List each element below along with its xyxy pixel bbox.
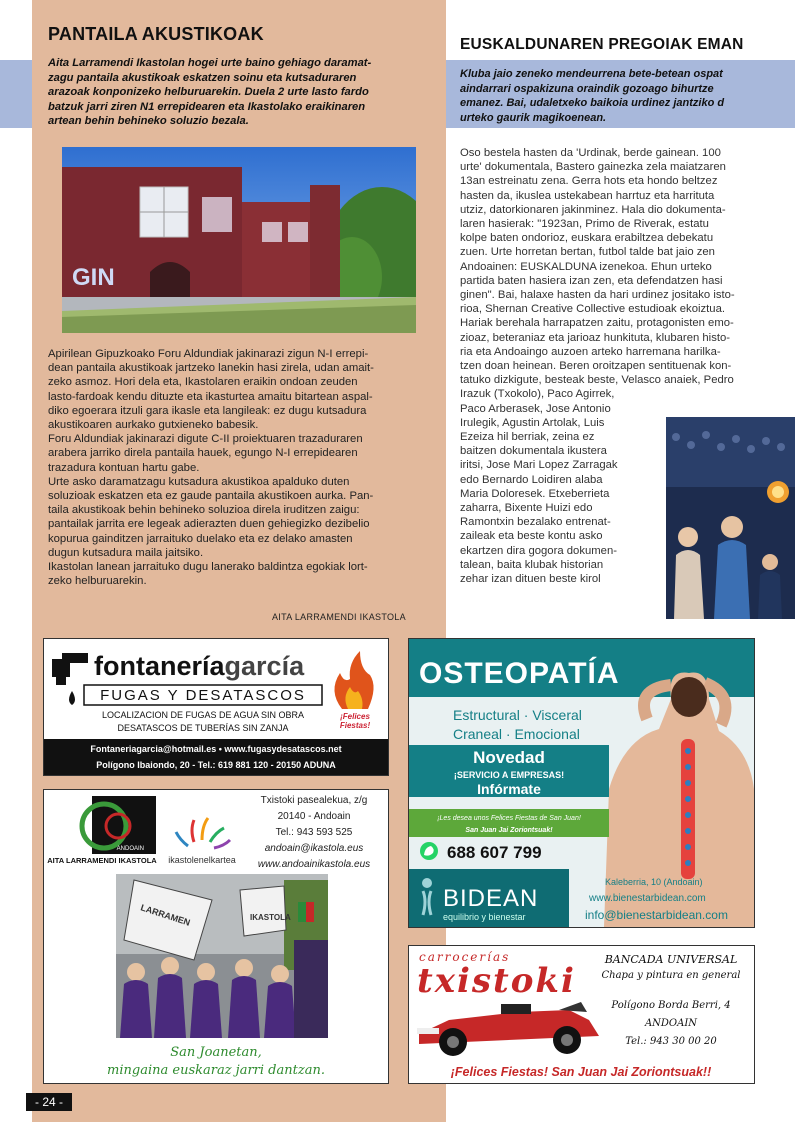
body-line: Irulegik, Agustin Artolak, Luis <box>460 416 605 429</box>
aita-website[interactable]: www.andoainikastola.eus <box>257 859 371 870</box>
body-line: zeko asmoz. Hori dela eta, Ikastolaren eraikin ondoan zeuden <box>48 376 358 389</box>
ikastolen-elkartea-icon <box>176 818 230 848</box>
txistoki-tel[interactable]: Tel.: 943 30 00 20 <box>625 1036 717 1047</box>
flag-text: LARRAMEN <box>139 902 192 928</box>
body-line: trazadura kontuan hartu gabe. <box>48 461 200 474</box>
body-line: Hariak berehala harrapatzen zaitu, protagonisten emo- <box>460 317 734 330</box>
whatsapp-icon <box>420 842 438 860</box>
txistoki-service: Chapa y pintura en general <box>601 970 741 981</box>
bidean-subtitle: equilibrio y bienestar <box>443 912 526 922</box>
building-wall-text: GIN <box>72 264 115 291</box>
body-line: urte' dokumentala, Bastero gainezka zela maiatzaren <box>460 161 726 174</box>
body-line: zeko helburuarekin. <box>48 575 147 588</box>
osteo-wish: San Juan Jai Zoriontsuak! <box>465 827 553 834</box>
body-line: Paco Arberasek, Jose Antonio <box>460 402 611 415</box>
osteo-title: OSTEOPATÍA <box>419 657 620 690</box>
osteo-types: Estructural · Visceral <box>453 707 582 723</box>
body-line: Foru Aldundiak jakinarazi digute C-II proiektuaren trazaduraren <box>48 433 363 446</box>
lead-line: urteko gaurik magikoenean. <box>460 111 607 124</box>
lead-line: zagu pantaila akustikoak eskatzen soinu eta kutsaduraren <box>48 71 357 84</box>
ad-osteopatia-bidean[interactable] <box>408 638 755 928</box>
lead-line: artean behin behineko soluzio bezala. <box>48 115 249 128</box>
aita-slogan-line: mingaina euskaraz jarri dantzan. <box>107 1063 325 1078</box>
ikastola-logo-icon <box>82 796 156 854</box>
body-line: pantailak jarrita ere legeak adierazten duen gehiegizko dezibelio <box>48 518 370 531</box>
festive-label: ¡Felices <box>340 712 370 721</box>
txistoki-footer: ¡Felices Fiestas! San Juan Jai Zoriontsuak!! <box>450 1065 712 1079</box>
bidean-brand: BIDEAN <box>443 885 539 912</box>
body-line: talean, baita klubak historian <box>460 558 604 571</box>
osteo-novelty: Novedad <box>473 748 545 767</box>
aita-address-line: 20140 - Andoain <box>277 811 351 822</box>
body-line: zehar izan dituen beste kirol <box>460 573 601 586</box>
lead-line: batzuk jarri ziren N1 errepidearen eta Ikastolako eraikinaren <box>48 100 366 113</box>
right-article-lead <box>460 67 795 125</box>
water-drop-icon <box>69 691 75 705</box>
body-line: taila akustikoak behin behineko soluzioa direla iruditzen zaigu: <box>48 504 360 517</box>
body-line: 13an estreinatu zena. Gerra hots eta hondo beltzez <box>460 175 718 188</box>
left-edge-band <box>0 60 32 128</box>
lead-line: arazoak konponizeko helburuarekin. Duela 2 urte lasto fardo <box>48 86 369 99</box>
body-line: utziz, datorkionaren jakinminez. Hala dio dokumenta- <box>460 203 726 216</box>
left-article-lead <box>48 56 434 129</box>
osteo-types: Craneal · Emocional <box>453 726 580 742</box>
left-article-title: PANTAILA AKUSTIKOAK <box>48 24 264 44</box>
lead-line: Aita Larramendi Ikastolan hogei urte baino gehiago daramat- <box>48 57 372 69</box>
ad-carrocerias-txistoki[interactable] <box>408 945 755 1084</box>
body-line: zioaz, beteraniaz eta jarioaz hunkituta, klubaren histo- <box>460 331 731 344</box>
txistoki-top: carrocerías <box>419 950 511 964</box>
stage-event-photo <box>666 417 795 619</box>
body-line: laren hasierak: "1923an, Primo de Riverak, estatu <box>460 218 709 231</box>
fontaneria-address: Polígono Ibaiondo, 20 - Tel.: 619 881 120 - 20150 ADUNA <box>96 760 336 770</box>
body-line: diko egoerara itzuli gara ikasle eta langileak: ez dugu kutsadura <box>48 404 367 417</box>
body-line: zuen. Urte horretan bertan, futbol talde bat jaio zen <box>460 246 715 259</box>
children-parade-photo <box>116 874 328 1038</box>
fontaneria-contact: Fontaneriagarcia@hotmail.es • www.fugasydesatascos.net <box>90 744 342 754</box>
body-line: Ramontxin bezalako entrenat- <box>460 516 611 529</box>
body-line: kolpe baten ondorioz, euskara erabiltzea debekatu <box>460 232 714 245</box>
page-number: - 24 - <box>26 1093 72 1111</box>
body-line: tzen doan heinean. Beren oroitzapen sentituenak kon- <box>460 360 732 373</box>
osteo-phone[interactable]: 688 607 799 <box>447 843 542 862</box>
body-line: arabera jarriko direla pantaila hauek, egungo N-I errepidearen <box>48 447 358 460</box>
aita-slogan-line: San Joanetan, <box>170 1045 262 1060</box>
txistoki-address: Polígono Borda Berri, 4 <box>611 1000 731 1011</box>
fontaneria-brand: fontaneríagarcía <box>94 651 305 681</box>
fontaneria-subtitle: FUGAS Y DESATASCOS <box>100 687 306 704</box>
osteo-email[interactable]: info@bienestarbidean.com <box>585 908 728 922</box>
festive-label: Fiestas! <box>339 721 371 730</box>
osteo-wish: ¡Les desea unos Felices Fiestas de San Juan! <box>437 815 581 822</box>
body-line: Ikastolan lanean jarraituko dugu lanerako baldintza egokiak lort- <box>48 561 368 574</box>
body-line: zaharra, Bixente Huizi edo <box>460 502 593 515</box>
body-line: ekartzen dira gogora dokumen- <box>460 544 617 557</box>
lead-line: emanez. Bai, udaletxeko baikoia urdinez jantziko d <box>460 97 725 109</box>
body-line: akustikoaren aurkako gutxieneko babesik. <box>48 419 259 432</box>
body-line: iritsi, Jose Mari Lopez Zarragak <box>460 459 618 472</box>
body-line: ria eta Andoaingo auzoen arteko harremana harilka- <box>460 345 721 358</box>
txistoki-brand: txistoki <box>417 961 576 1001</box>
body-line: Apirilean Gipuzkoako Foru Aldundiak jakinarazi zigun N-I errepi- <box>48 348 369 360</box>
body-line: tatuko dizkigute, besteak beste, Velasco anaiek, Pedro <box>460 374 734 387</box>
body-line: Maria Doloresek. Etxeberrieta <box>460 487 610 500</box>
flag-text: IKASTOLA <box>250 913 291 922</box>
osteo-website[interactable]: www.bienestarbidean.com <box>589 893 706 904</box>
fontaneria-line1: LOCALIZACION DE FUGAS DE AGUA SIN OBRA <box>101 710 305 720</box>
aita-email[interactable]: andoain@ikastola.eus <box>264 843 364 854</box>
body-line: hasten da, ikuslea ustekabean harrtuz eta harrituta <box>460 189 715 202</box>
lead-line: Kluba jaio zeneko mendeurrena bete-betean ospat <box>460 68 723 80</box>
body-line: Oso bestela hasten da 'Urdinak, berde gainean. 100 <box>460 147 721 159</box>
left-article-signature: AITA LARRAMENDI IKASTOLA <box>272 612 406 622</box>
body-line: Irazuk (Txokolo), Paco Agirrek, <box>460 388 615 401</box>
body-line: dean pantaila akustikoak jartzeko lanekin hasi zirela, udan amait- <box>48 362 374 375</box>
body-line: zaileak eta beste kontu asko <box>460 530 603 543</box>
txistoki-town: ANDOAIN <box>644 1018 698 1029</box>
body-line: partida baten hasiera izan zen, eta defendatzen hasi <box>460 274 723 287</box>
ikastola-logo-caption: AITA LARRAMENDI IKASTOLA <box>47 856 157 865</box>
body-line: Urte asko daramatzagu kutsadura akustikoa apalduko duten <box>48 475 350 488</box>
svg-text:ANDOAIN: ANDOAIN <box>116 846 144 852</box>
body-line: Ezeiza hil berriak, zeina ez <box>460 431 595 444</box>
body-line: baitzen dokumentala ikustera <box>460 445 607 458</box>
fontaneria-line2: DESATASCOS DE TUBERÍAS SIN ZANJA <box>117 723 289 733</box>
ad-aita-larramendi[interactable] <box>43 789 389 1084</box>
flame-icon <box>334 651 373 709</box>
lead-line: aindarrari ospakizuna oraindik gozoago bihurtze <box>460 82 714 95</box>
osteo-address: Kaleberria, 10 (Andoain) <box>605 877 703 887</box>
school-building-photo <box>62 147 416 333</box>
body-line: lasto-fardoak kendu dituzte eta ikasturtea amaitu bitartean aspal- <box>48 390 373 403</box>
ad-fontaneria-garcia[interactable] <box>43 638 389 776</box>
race-car-icon <box>417 1002 599 1056</box>
body-line: dugun kutsadura maila jaitsiko. <box>48 546 204 559</box>
body-line: rioa, Shernan Creative Collective estudioak ekoiztua. <box>460 303 725 316</box>
body-line: kopurua gainditzen jarraituko duelako eta ez delako amasten <box>48 532 353 545</box>
partner-name: ikastolenelkartea <box>168 855 236 865</box>
faucet-icon <box>52 653 88 685</box>
body-line: soluzioak eskatzen eta ez gaude pantaila akustikoen aurka. Pan- <box>48 490 374 503</box>
aita-address-line: Tel.: 943 593 525 <box>275 827 353 838</box>
right-article-title: EUSKALDUNAREN PREGOIAK EMAN <box>460 36 744 53</box>
body-line: ginen". Bai, halaxe hasten da hari urdinez jositako isto- <box>460 289 735 302</box>
left-article-body <box>48 347 434 588</box>
body-line: Andoainen: EUSKALDUNA izenekoa. Ehun urteko <box>460 260 712 273</box>
osteo-info: Infórmate <box>477 781 541 797</box>
osteo-service: ¡SERVICIO A EMPRESAS! <box>453 770 565 780</box>
body-line: edo Bernardo Loidiren alaba <box>460 473 603 486</box>
aita-address-line: Txistoki pasealekua, z/g <box>260 795 368 806</box>
txistoki-company: BANCADA UNIVERSAL <box>604 953 738 966</box>
